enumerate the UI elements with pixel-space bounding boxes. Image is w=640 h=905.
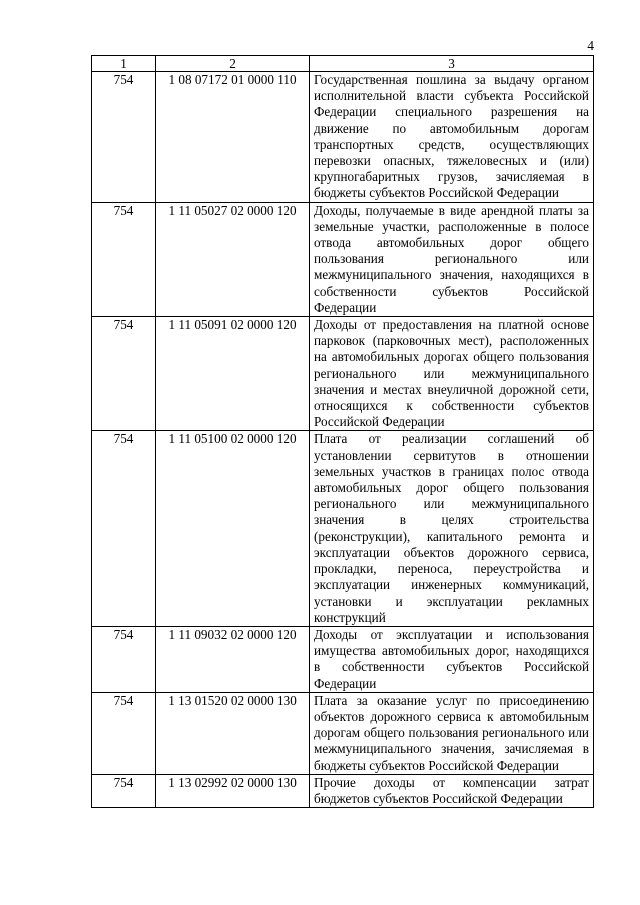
budget-code-cell: 1 11 05027 02 0000 120 — [156, 202, 310, 316]
admin-code-cell: 754 — [92, 202, 156, 316]
budget-code-cell: 1 13 01520 02 0000 130 — [156, 692, 310, 774]
admin-code-cell: 754 — [92, 626, 156, 692]
column-header-2: 2 — [156, 56, 310, 72]
table-row — [92, 626, 594, 692]
table-row — [92, 72, 594, 203]
admin-code-cell: 754 — [92, 774, 156, 807]
budget-code-cell: 1 08 07172 01 0000 110 — [156, 72, 310, 203]
table-row — [92, 317, 594, 431]
budget-code-cell: 1 11 09032 02 0000 120 — [156, 626, 310, 692]
budget-code-cell: 1 11 05100 02 0000 120 — [156, 431, 310, 626]
revenue-name-cell: Плата за оказание услуг по присоединению объектов дорожного сервиса к автомобильным дорогам общего пользования регионального или межмуниципального значения, зачисляемая в бюджеты субъектов Российской Федерации — [310, 692, 594, 774]
revenue-name-cell: Плата от реализации соглашений об установлении сервитутов в отношении земельных участков в границах полос отвода автомобильных дорог общего пользования регионального или межмуниципального значения в целях строительства (реконструкции), капитального ремонта и эксплуатации объектов дорожного сервиса, прокладки, переноса, переустройства и эксплуатации инженерных коммуникаций, установки и эксплуатации рекламных конструкций — [310, 431, 594, 626]
table-header-row — [92, 56, 594, 72]
column-header-3: 3 — [310, 56, 594, 72]
admin-code-cell: 754 — [92, 431, 156, 626]
admin-code-cell: 754 — [92, 72, 156, 203]
page-number: 4 — [587, 38, 594, 53]
revenue-name-cell: Доходы от эксплуатации и использования имущества автомобильных дорог, находящихся в собственности субъектов Российской Федерации — [310, 626, 594, 692]
column-header-1: 1 — [92, 56, 156, 72]
admin-code-cell: 754 — [92, 317, 156, 431]
budget-code-cell: 1 13 02992 02 0000 130 — [156, 774, 310, 807]
table-row — [92, 774, 594, 807]
revenue-name-cell: Прочие доходы от компенсации затрат бюджетов субъектов Российской Федерации — [310, 774, 594, 807]
revenue-name-cell: Доходы, получаемые в виде арендной платы за земельные участки, расположенные в полосе отвода автомобильных дорог общего пользования регионального или межмуниципального значения, находящихся в собственности субъектов Российской Федерации — [310, 202, 594, 316]
admin-code-cell: 754 — [92, 692, 156, 774]
revenue-codes-table — [91, 55, 594, 808]
table-row — [92, 202, 594, 316]
table-row — [92, 692, 594, 774]
revenue-name-cell: Государственная пошлина за выдачу органом исполнительной власти субъекта Российской Федерации специального разрешения на движение по автомобильным дорогам транспортных средств, осуществляющих перевозки опасных, тяжеловесных и (или) крупногабаритных грузов, зачисляемая в бюджеты субъектов Российской Федерации — [310, 72, 594, 203]
budget-code-cell: 1 11 05091 02 0000 120 — [156, 317, 310, 431]
revenue-name-cell: Доходы от предоставления на платной основе парковок (парковочных мест), расположенных на автомобильных дорогах общего пользования регионального или межмуниципального значения и местах внеуличной дорожной сети, относящихся к собственности субъектов Российской Федерации — [310, 317, 594, 431]
table-row — [92, 431, 594, 626]
